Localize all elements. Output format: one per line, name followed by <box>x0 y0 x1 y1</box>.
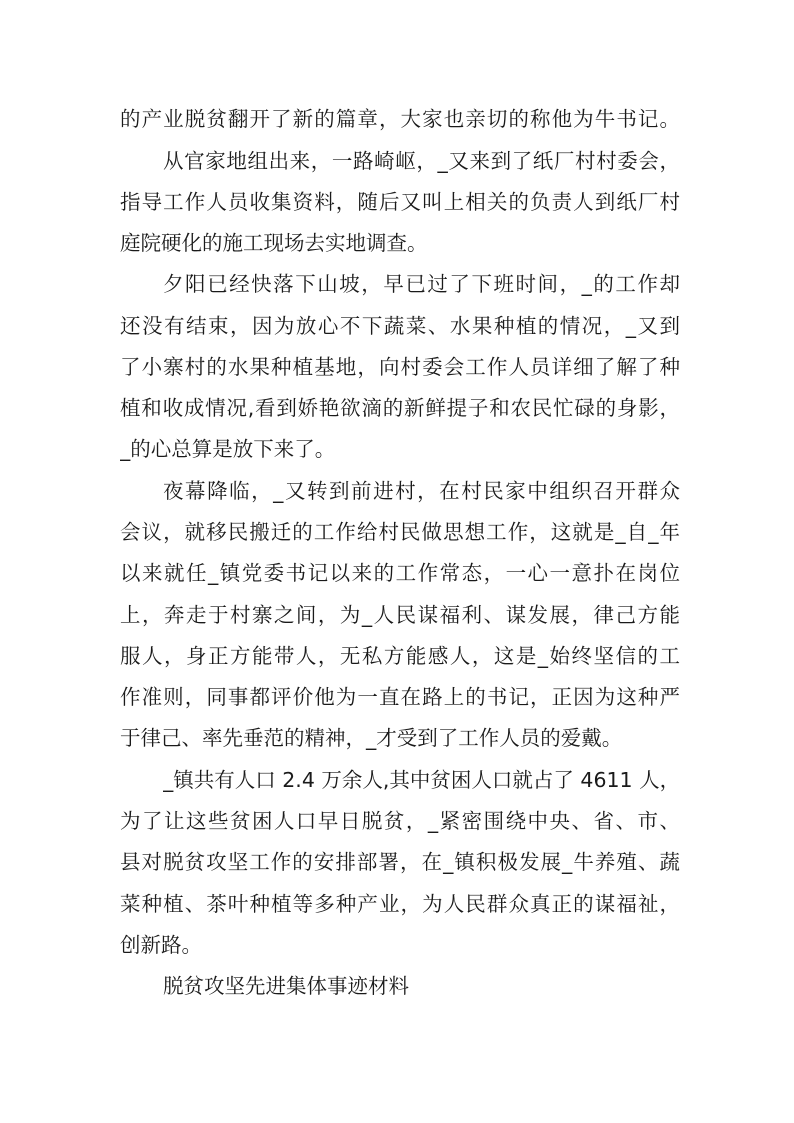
paragraph-line: 创新路。 <box>120 933 202 957</box>
paragraph-line: 指导工作人员收集资料，随后又叫上相关的负责人到纸厂村 <box>120 190 680 214</box>
paragraph-line: 夕阳已经快落下山坡，早已过了下班时间，_的工作却 <box>163 272 680 296</box>
paragraph-line: 县对脱贫攻坚工作的安排部署，在_镇积极发展_牛养殖、蔬 <box>120 850 680 874</box>
paragraph-line: 夜幕降临，_又转到前进村，在村民家中组织召开群众 <box>163 479 680 503</box>
paragraph-line: 了小寨村的水果种植基地，向村委会工作人员详细了解了种 <box>120 355 680 379</box>
paragraph-line: 服人，身正方能带人，无私方能感人，这是_始终坚信的工 <box>120 644 680 668</box>
paragraph-line: 从官家地组出来，一路崎岖，_又来到了纸厂村村委会， <box>163 149 680 173</box>
paragraph-line: 菜种植、茶叶种植等多种产业，为人民群众真正的谋福祉， <box>120 892 680 916</box>
paragraph-line: 会议，就移民搬迁的工作给村民做思想工作，这就是_自_年 <box>120 520 680 544</box>
paragraph-line: 还没有结束，因为放心不下蔬菜、水果种植的情况，_又到 <box>120 314 680 338</box>
paragraph-line: _镇共有人口 2.4 万余人,其中贫困人口就占了 4611 人， <box>163 768 680 792</box>
paragraph-line: 上，奔走于村寨之间，为_人民谋福利、谋发展，律己方能 <box>120 603 680 627</box>
paragraph-line: 庭院硬化的施工现场去实地调查。 <box>120 231 428 255</box>
paragraph-line: 植和收成情况,看到娇艳欲滴的新鲜提子和农民忙碌的身影， <box>120 396 680 420</box>
paragraph-line: 于律己、率先垂范的精神，_才受到了工作人员的爱戴。 <box>120 726 623 750</box>
paragraph-line: 为了让这些贫困人口早日脱贫，_紧密围绕中央、省、市、 <box>120 809 680 833</box>
paragraph-line: _的心总算是放下来了。 <box>120 437 336 461</box>
paragraph-line: 作准则，同事都评价他为一直在路上的书记，正因为这种严 <box>120 685 680 709</box>
paragraph-line: 以来就任_镇党委书记以来的工作常态，一心一意扑在岗位 <box>120 561 680 585</box>
section-heading: 脱贫攻坚先进集体事迹材料 <box>163 974 409 998</box>
paragraph-line: 的产业脱贫翻开了新的篇章，大家也亲切的称他为牛书记。 <box>120 107 680 131</box>
